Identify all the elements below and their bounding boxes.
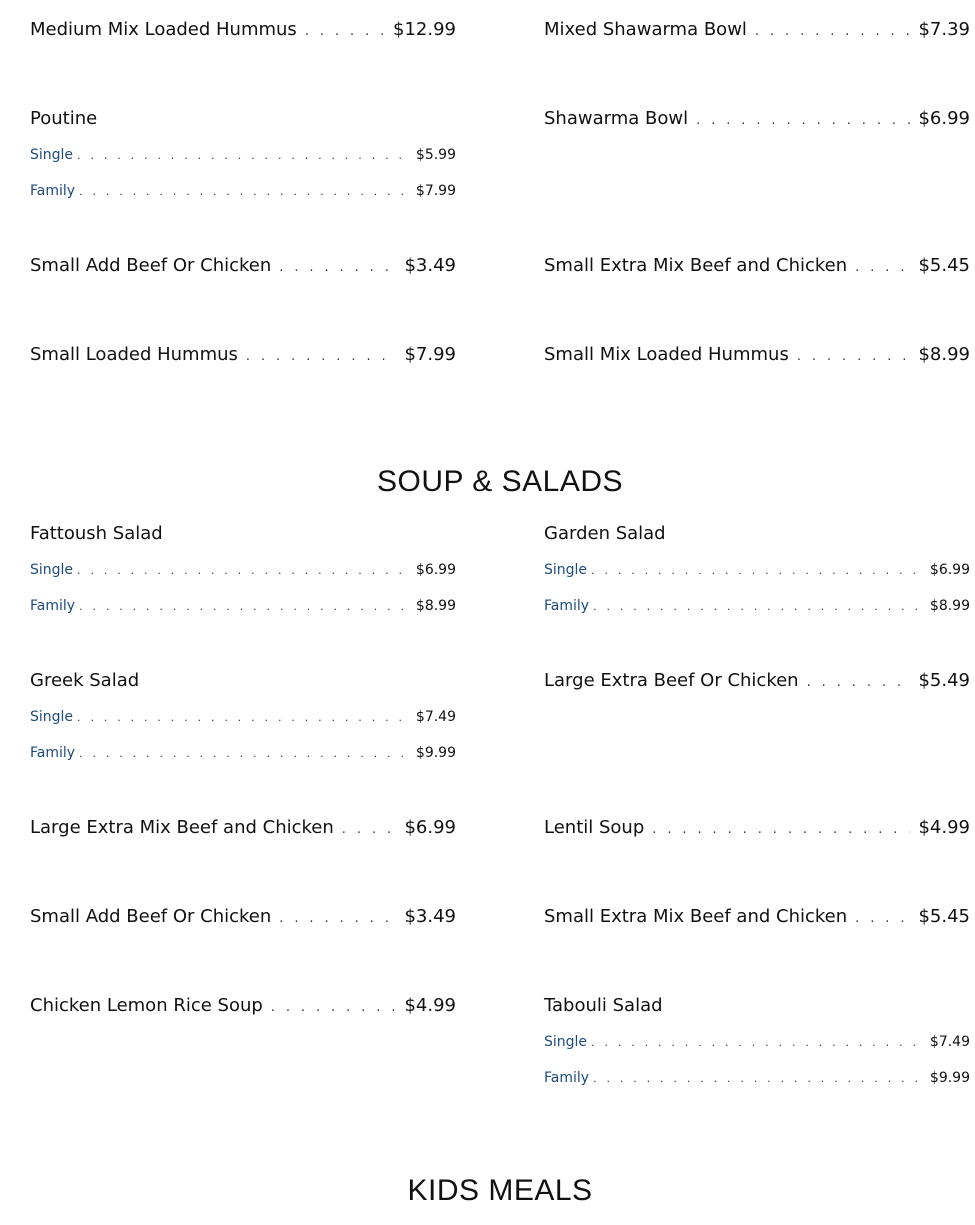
dot-leader (305, 25, 385, 38)
menu-item-name: Fattoush Salad (30, 523, 163, 544)
dot-leader (696, 114, 910, 127)
size-price: $5.99 (415, 147, 456, 163)
dot-leader (855, 261, 910, 274)
menu-item-name: Medium Mix Loaded Hummus (30, 19, 297, 40)
menu-item (30, 107, 456, 203)
size-label: Single (30, 147, 74, 163)
menu-item-name: Small Extra Mix Beef and Chicken (544, 255, 848, 276)
menu-item-name: Chicken Lemon Rice Soup (30, 995, 263, 1016)
menu-item-price: $4.99 (918, 817, 970, 838)
size-price: $7.99 (415, 183, 456, 199)
menu-item-price: $6.99 (404, 817, 456, 838)
size-price: $8.99 (415, 598, 456, 614)
menu-item-price: $3.49 (404, 255, 456, 276)
dot-leader (279, 912, 396, 925)
menu-item-price: $7.39 (918, 19, 970, 40)
dot-leader (593, 1073, 926, 1084)
menu-item-name: Poutine (30, 108, 98, 129)
menu-item-price: $8.99 (918, 344, 970, 365)
dot-leader (77, 565, 412, 576)
size-label: Family (544, 1070, 590, 1086)
size-price: $6.99 (929, 562, 970, 578)
size-option (30, 594, 456, 618)
dot-leader (79, 186, 412, 197)
menu-item-price: $6.99 (918, 108, 970, 129)
menu-item-name: Large Extra Mix Beef and Chicken (30, 817, 334, 838)
size-label: Family (30, 745, 76, 761)
menu-item (544, 522, 970, 618)
menu-item (30, 18, 456, 42)
size-option (544, 558, 970, 582)
dot-leader (591, 1037, 926, 1048)
dot-leader (652, 823, 910, 836)
dot-leader (77, 712, 412, 723)
menu-item-name: Mixed Shawarma Bowl (544, 19, 747, 40)
dot-leader (855, 912, 910, 925)
menu-item-name: Small Add Beef Or Chicken (30, 906, 272, 927)
menu-item (544, 669, 970, 693)
size-price: $7.49 (929, 1034, 970, 1050)
size-price: $9.99 (415, 745, 456, 761)
menu-item (544, 816, 970, 840)
menu-item (544, 18, 970, 42)
menu-item-name: Greek Salad (30, 670, 140, 691)
size-label: Family (544, 598, 590, 614)
size-label: Single (30, 562, 74, 578)
menu-item-name: Small Loaded Hummus (30, 344, 238, 365)
size-label: Family (30, 598, 76, 614)
size-option (30, 558, 456, 582)
dot-leader (77, 150, 412, 161)
section-heading-soup-salads: SOUP & SALADS (376, 465, 624, 498)
size-option (544, 594, 970, 618)
section-heading-kids-meals: KIDS MEALS (407, 1174, 593, 1207)
dot-leader (797, 350, 911, 363)
menu-item-price: $5.49 (918, 670, 970, 691)
menu-item-name: Lentil Soup (544, 817, 645, 838)
size-price: $7.49 (415, 709, 456, 725)
menu-item-name: Small Extra Mix Beef and Chicken (544, 906, 848, 927)
menu-item-name: Tabouli Salad (544, 995, 663, 1016)
size-option (30, 705, 456, 729)
size-option (544, 1066, 970, 1090)
menu-item-name: Garden Salad (544, 523, 666, 544)
size-option (30, 741, 456, 765)
menu-item-name: Shawarma Bowl (544, 108, 689, 129)
menu-item (544, 905, 970, 929)
menu-item-name: Small Add Beef Or Chicken (30, 255, 272, 276)
menu-item (30, 994, 456, 1018)
menu-item (544, 254, 970, 278)
menu-item (544, 994, 970, 1090)
menu-item-price: $4.99 (404, 995, 456, 1016)
menu-item-price: $5.45 (918, 906, 970, 927)
menu-item (30, 522, 456, 618)
menu-item (30, 254, 456, 278)
menu-item (30, 816, 456, 840)
size-label: Single (544, 1034, 588, 1050)
dot-leader (807, 676, 911, 689)
menu-item (30, 905, 456, 929)
dot-leader (79, 748, 412, 759)
menu-item-price: $12.99 (393, 19, 456, 40)
dot-leader (79, 601, 412, 612)
size-option (544, 1030, 970, 1054)
size-price: $6.99 (415, 562, 456, 578)
dot-leader (246, 350, 397, 363)
size-label: Single (30, 709, 74, 725)
size-price: $9.99 (929, 1070, 970, 1086)
menu-item (544, 343, 970, 367)
size-option (30, 179, 456, 203)
menu-item (30, 669, 456, 765)
menu-item-price: $5.45 (918, 255, 970, 276)
dot-leader (591, 565, 926, 576)
menu-item-price: $7.99 (404, 344, 456, 365)
menu-item (30, 343, 456, 367)
size-price: $8.99 (929, 598, 970, 614)
dot-leader (593, 601, 926, 612)
menu-item-price: $3.49 (404, 906, 456, 927)
size-label: Family (30, 183, 76, 199)
dot-leader (271, 1001, 397, 1014)
dot-leader (342, 823, 397, 836)
size-label: Single (544, 562, 588, 578)
dot-leader (755, 25, 911, 38)
menu-item-name: Small Mix Loaded Hummus (544, 344, 789, 365)
menu-item-name: Large Extra Beef Or Chicken (544, 670, 799, 691)
dot-leader (279, 261, 396, 274)
menu-item (544, 107, 970, 131)
size-option (30, 143, 456, 167)
